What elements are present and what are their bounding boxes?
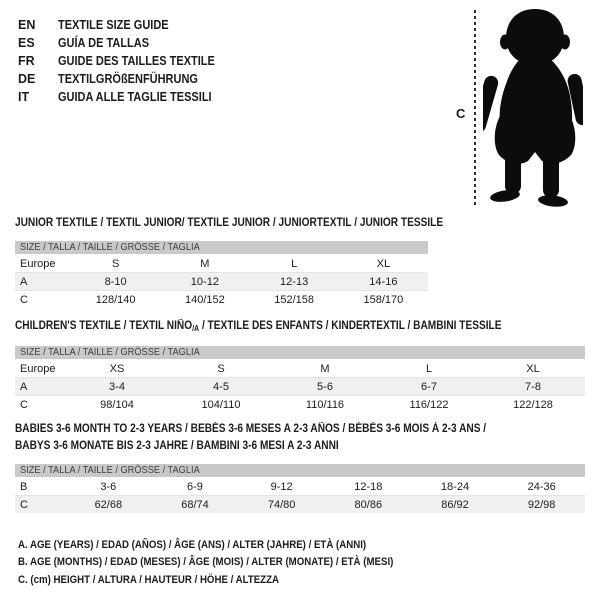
cell: 7-8 xyxy=(525,380,541,393)
cell: 3-6 xyxy=(100,480,117,493)
row-label: C xyxy=(20,293,28,306)
language-row-it xyxy=(18,88,236,106)
table-row-age-months xyxy=(15,478,585,496)
language-code: IT xyxy=(18,90,30,104)
cell: 86/92 xyxy=(441,498,469,511)
language-code: ES xyxy=(18,36,35,50)
babies-size-table xyxy=(15,464,585,513)
table-row-europe xyxy=(15,255,428,273)
cell: 152/158 xyxy=(274,293,314,306)
size-header-band xyxy=(15,464,585,477)
row-label: Europe xyxy=(20,362,56,375)
cell: XL xyxy=(376,257,391,270)
footnote-text: A. AGE (YEARS) / EDAD (AÑOS) / ÂGE (ANS) / ALTER (JAHRE) / ETÀ (ANNI) xyxy=(18,538,367,551)
row-label: A xyxy=(20,275,28,288)
language-row-de xyxy=(18,70,236,88)
language-title: TEXTILGRÖßENFÜHRUNG xyxy=(58,72,198,86)
cell: 128/140 xyxy=(95,293,136,306)
cell: 140/152 xyxy=(184,293,225,306)
cell: XL xyxy=(526,362,540,375)
language-list xyxy=(18,16,236,106)
cell: 116/122 xyxy=(409,398,449,411)
table-row-age xyxy=(15,378,585,396)
cell: 24-36 xyxy=(527,480,556,493)
cell: M xyxy=(200,257,210,270)
cell: 5-6 xyxy=(317,380,333,393)
language-title: GUÍA DE TALLAS xyxy=(58,36,150,50)
footnote-text: C. (cm) HEIGHT / ALTURA / HAUTEUR / HÖHE / ALTEZZA xyxy=(18,573,280,586)
language-title: TEXTILE SIZE GUIDE xyxy=(58,18,169,32)
babies-section-title-line1 xyxy=(15,423,550,435)
cell: 3-4 xyxy=(109,380,125,393)
cell: 12-13 xyxy=(280,275,309,288)
cell: L xyxy=(291,257,298,270)
cell: 98/104 xyxy=(100,398,134,411)
cell: S xyxy=(217,362,225,375)
cell: 92/98 xyxy=(527,498,556,511)
cell: M xyxy=(320,362,330,375)
cell: 158/170 xyxy=(363,293,404,306)
babies-section-title-text2: BABYS 3-6 MONATE BIS 2-3 JAHRE / BAMBINI 3-6 MESI A 2-3 ANNI xyxy=(15,440,339,452)
cell: 10-12 xyxy=(190,275,219,288)
cell: S xyxy=(111,257,120,270)
footnote-height xyxy=(18,571,445,589)
title-subscript: /A xyxy=(192,324,200,333)
babies-section-title-line2 xyxy=(15,440,383,452)
children-section-title-text: CHILDREN'S TEXTILE / TEXTIL $NIÑO_{/A}$ / TEXTILE DES ENFANTS / KINDERTEXTIL / BAMBINI TESSILE xyxy=(15,320,502,333)
cell: 12-18 xyxy=(354,480,383,493)
table-row-europe xyxy=(15,360,585,378)
cell: 14-16 xyxy=(369,275,398,288)
cell: 104/110 xyxy=(201,398,241,411)
cell: 62/68 xyxy=(94,498,123,511)
children-size-table xyxy=(15,346,585,413)
language-title: GUIDE DES TAILLES TEXTILE xyxy=(58,54,215,68)
language-row-en xyxy=(18,16,236,34)
cell: 74/80 xyxy=(267,498,296,511)
table-row-height xyxy=(15,291,428,308)
height-measure-label: C xyxy=(456,106,466,121)
height-measure-line xyxy=(474,10,476,206)
cell: XS xyxy=(109,362,125,375)
cell: 9-12 xyxy=(270,480,293,493)
row-label: A xyxy=(20,380,28,393)
cell: 68/74 xyxy=(181,498,209,511)
row-label: B xyxy=(20,480,28,493)
language-code: EN xyxy=(18,18,36,32)
row-label: C xyxy=(20,498,28,511)
baby-silhouette-icon xyxy=(483,8,583,208)
cell: 8-10 xyxy=(104,275,127,288)
language-code: DE xyxy=(18,72,36,86)
footnotes xyxy=(18,536,445,589)
cell: 110/116 xyxy=(305,398,345,411)
junior-section-title xyxy=(15,217,501,229)
cell: 6-7 xyxy=(421,380,437,393)
footnote-age-months xyxy=(18,554,445,572)
footnote-age-years xyxy=(18,536,445,554)
cell: 4-5 xyxy=(213,380,229,393)
junior-size-table xyxy=(15,241,428,308)
size-header-band-text: SIZE / TALLA / TAILLE / GRÖSSE / TAGLIA xyxy=(20,346,200,358)
children-section-title xyxy=(15,320,568,335)
language-title: GUIDA ALLE TAGLIE TESSILI xyxy=(58,90,212,104)
size-header-band xyxy=(15,241,428,254)
language-row-es xyxy=(18,34,236,52)
row-label: Europe xyxy=(20,257,56,270)
size-header-band-text: SIZE / TALLA / TAILLE / GRÖSSE / TAGLIA xyxy=(20,464,200,476)
cell: 6-9 xyxy=(187,480,203,493)
size-header-band-text: SIZE / TALLA / TAILLE / GRÖSSE / TAGLIA xyxy=(20,241,200,253)
row-label: C xyxy=(20,398,28,411)
language-code: FR xyxy=(18,54,35,68)
cell: 122/128 xyxy=(513,398,553,411)
junior-section-title-text: JUNIOR TEXTILE / TEXTIL JUNIOR/ TEXTILE JUNIOR / JUNIORTEXTIL / JUNIOR TESSILE xyxy=(15,217,444,229)
footnote-text: B. AGE (MONTHS) / EDAD (MESES) / ÂGE (MOIS) / ALTER (MONATE) / ETÀ (MESI) xyxy=(18,556,394,569)
table-row-height xyxy=(15,496,585,513)
cell: L xyxy=(425,362,433,375)
cell: 18-24 xyxy=(440,480,470,493)
babies-section-title-text1: BABIES 3-6 MONTH TO 2-3 YEARS / BEBÉS 3-6 MESES A 2-3 AÑOS / BÉBÉS 3-6 MOIS À 2-3 ANS / xyxy=(15,423,487,435)
language-row-fr xyxy=(18,52,236,70)
table-row-height xyxy=(15,396,585,413)
table-row-age xyxy=(15,273,428,291)
size-header-band xyxy=(15,346,585,359)
cell: 80/86 xyxy=(354,498,383,511)
